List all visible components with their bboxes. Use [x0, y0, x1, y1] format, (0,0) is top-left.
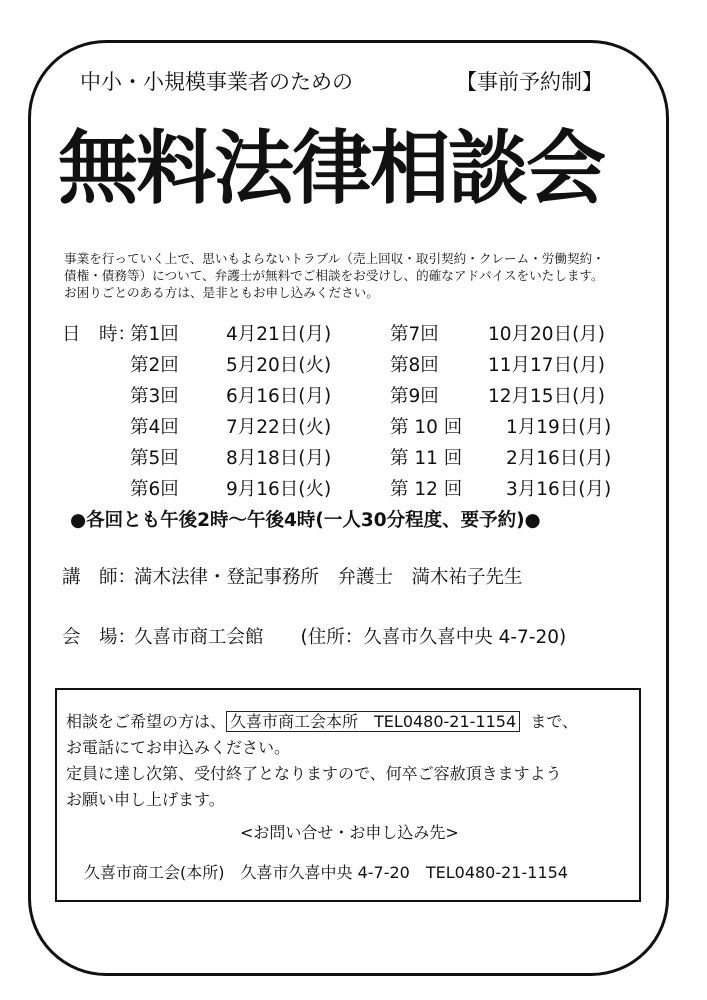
- intro-line: 債権・債務等）について、弁護士が無料でご相談をお受けし、的確なアドバイスをいたします。: [64, 268, 604, 283]
- session-left-2: 第2回: [130, 355, 179, 376]
- intro-text: [64, 250, 605, 301]
- contact-line-2: お電話にてお申込みください。: [66, 738, 291, 757]
- session-left-1: 第1回: [130, 324, 179, 345]
- date-left-1: 4月21日(月): [226, 324, 332, 345]
- session-right-10: 第 10 回: [390, 417, 463, 438]
- intro-line: お困りごとのある方は、是非ともお申し込みください。: [64, 285, 379, 300]
- date-left-4: 7月22日(火): [226, 417, 332, 438]
- date-right-10: 1月19日(月): [506, 417, 612, 438]
- session-right-11: 第 11 回: [390, 448, 463, 469]
- session-right-9: 第9回: [390, 386, 439, 407]
- contact-line-1: [66, 709, 578, 732]
- intro-line: 事業を行っていく上で、思いもよらないトラブル（売上回収・取引契約・クレーム・労働契約・: [64, 251, 605, 266]
- session-left-6: 第6回: [130, 479, 179, 500]
- subtitle: 中小・小規模事業者のための: [80, 70, 353, 94]
- session-left-3: 第3回: [130, 386, 179, 407]
- date-left-6: 9月16日(火): [226, 479, 332, 500]
- inquiry-detail: 久喜市商工会(本所) 久喜市久喜中央 4-7-20 TEL0480-21-1154: [84, 863, 568, 882]
- contact-box: [55, 688, 641, 902]
- contact-suffix: まで、: [530, 712, 579, 731]
- date-right-7: 10月20日(月): [488, 324, 606, 345]
- schedule-note: ●各回とも午後2時～午後4時(一人30分程度、要予約)●: [70, 510, 541, 531]
- page-title: 無料法律相談会: [58, 122, 604, 215]
- venue-value: 久喜市商工会館 (住所：久喜市久喜中央 4-7-20): [134, 627, 567, 648]
- date-right-11: 2月16日(月): [506, 448, 612, 469]
- session-right-8: 第8回: [390, 355, 439, 376]
- contact-phone-highlight: 久喜市商工会本所 TEL0480-21-1154: [226, 711, 520, 732]
- date-right-12: 3月16日(月): [506, 479, 612, 500]
- date-right-9: 12月15日(月): [488, 386, 606, 407]
- date-left-5: 8月18日(月): [226, 448, 332, 469]
- date-left-2: 5月20日(火): [226, 355, 332, 376]
- contact-prefix: 相談をご希望の方は、: [66, 712, 227, 731]
- session-right-12: 第 12 回: [390, 479, 463, 500]
- session-right-7: 第7回: [390, 324, 439, 345]
- reservation-tag: 【事前予約制】: [456, 70, 603, 94]
- inquiry-title: <お問い合せ・お申し込み先>: [240, 823, 459, 842]
- contact-line-3: 定員に達し次第、受付終了となりますので、何卒ご容赦頂きますよう: [66, 764, 562, 783]
- schedule-label: 日 時：: [62, 324, 137, 345]
- session-left-4: 第4回: [130, 417, 179, 438]
- contact-line-4: お願い申し上げます。: [66, 790, 225, 809]
- date-right-8: 11月17日(月): [488, 355, 606, 376]
- session-left-5: 第5回: [130, 448, 179, 469]
- lecturer-value: 満木法律・登記事務所 弁護士 満木祐子先生: [134, 567, 523, 588]
- lecturer-label: 講 師：: [62, 567, 137, 588]
- date-left-3: 6月16日(月): [226, 386, 332, 407]
- venue-label: 会 場：: [62, 627, 137, 648]
